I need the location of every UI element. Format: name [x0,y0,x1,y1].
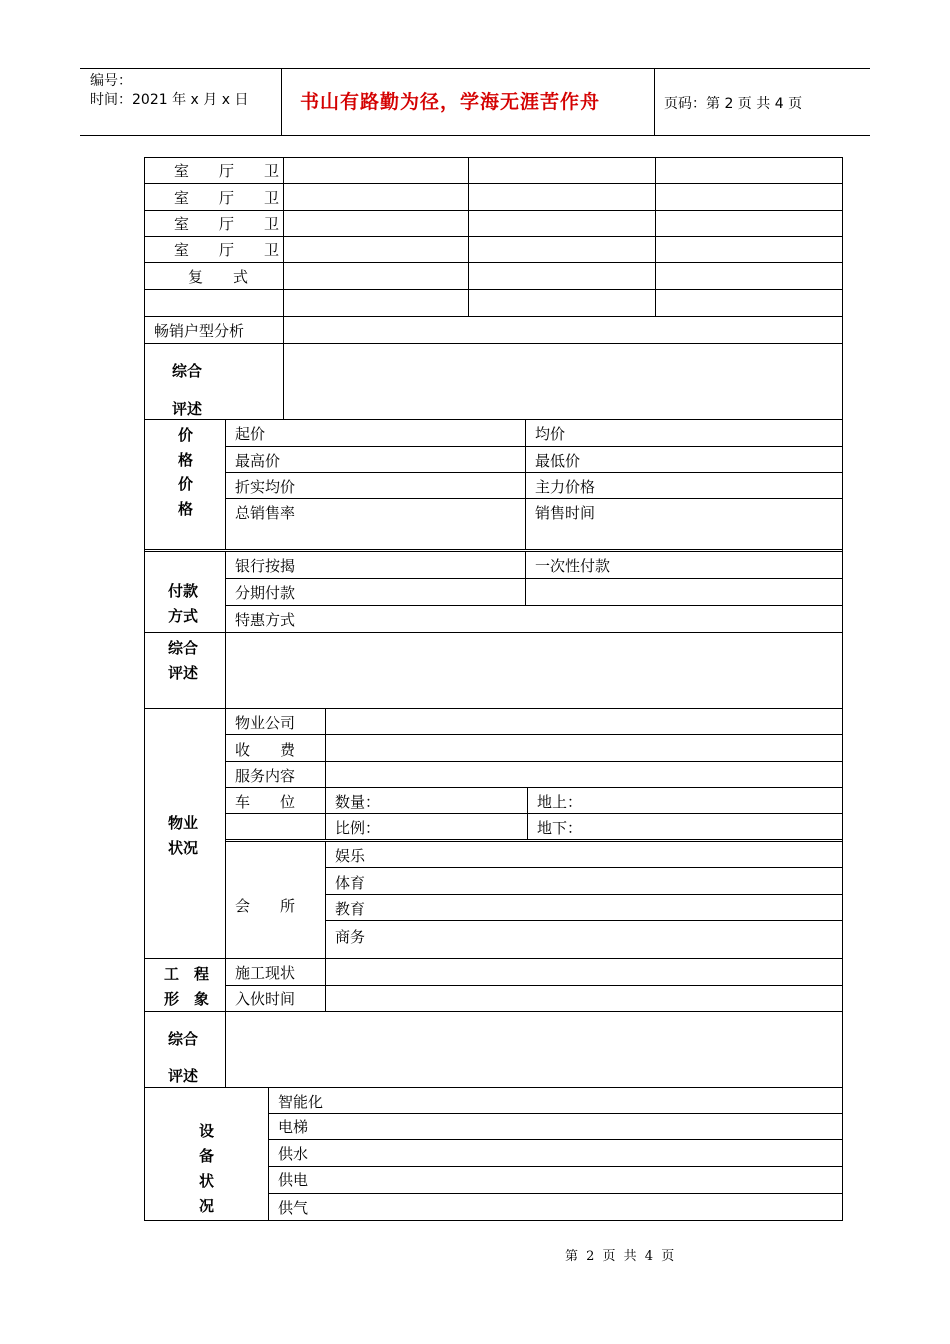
price-section-char: 格 [178,451,194,469]
room-row-label: 室 厅 卫 [174,162,280,180]
summary-label-2: 评述 [172,400,203,418]
price-lowest-label: 最低价 [535,452,581,470]
payment-installment-label: 分期付款 [235,584,296,602]
parking-above-label: 地上： [537,793,583,811]
engineering-section-label: 工 程 [164,965,210,983]
equipment-item-label: 供水 [278,1145,309,1163]
property-fee-label: 收 费 [235,741,296,759]
engineering-section-label: 形 象 [164,990,210,1008]
payment-section-label: 付款 [168,582,199,600]
row-line [144,183,843,184]
col-line [225,419,226,550]
header-code-label: 编号： [90,73,132,89]
col-line [225,958,226,1088]
col-line [225,708,226,959]
col-line [325,708,326,839]
row-line [268,1139,843,1140]
row-line [144,316,843,317]
row-line [144,632,843,633]
row-line [268,1166,843,1167]
row-line [144,289,843,290]
row-line [144,549,843,550]
property-parking-label: 车 位 [235,793,296,811]
price-sales-rate-label: 总销售率 [235,504,296,522]
equipment-item-label: 供气 [278,1199,309,1217]
row-line [268,1193,843,1194]
equipment-item-label: 供电 [278,1171,309,1189]
engineering-move-in-label: 入伙时间 [235,990,296,1008]
summary-label-1: 综合 [168,639,199,657]
room-row-label: 室 厅 卫 [174,215,280,233]
col-line [268,1087,269,1221]
summary-label-2: 评述 [168,664,199,682]
col-line [225,551,226,708]
price-discount-avg-label: 折实均价 [235,478,296,496]
row-line [144,1087,843,1088]
header-bottom-line [80,135,870,136]
room-row-label: 室 厅 卫 [174,241,280,259]
row-line [225,985,843,986]
room-row-label: 复 式 [188,268,249,286]
equipment-item-label: 电梯 [278,1118,309,1136]
price-start-label: 起价 [235,425,266,443]
summary-label-2: 评述 [168,1067,199,1085]
summary-label-1: 综合 [168,1030,199,1048]
equipment-item-label: 智能化 [278,1093,324,1111]
room-row-label: 室 厅 卫 [174,189,280,207]
header-divider-left [281,68,282,136]
row-line [144,958,843,959]
header-page-info: 页码：第 2 页 共 4 页 [664,96,803,112]
col-line [283,157,284,317]
equipment-section-char: 状 [199,1172,215,1190]
col-line [525,419,526,550]
row-line [225,839,843,840]
row-line [325,894,843,895]
header-time-label: 时间：2021 年 x 月 x 日 [90,92,249,108]
club-business-label: 商务 [335,928,366,946]
parking-below-label: 地下： [537,819,583,837]
row-line [144,343,843,344]
row-line [225,446,843,447]
equipment-section-char: 设 [199,1122,215,1140]
row-line [325,920,843,921]
club-education-label: 教育 [335,900,366,918]
row-line [225,761,843,762]
property-section-label: 物业 [168,814,199,832]
property-club-label: 会 所 [235,897,296,915]
row-line [225,498,843,499]
col-line [655,157,656,317]
equipment-section-char: 况 [199,1197,215,1215]
price-section-char: 格 [178,500,194,518]
club-entertainment-label: 娱乐 [335,847,366,865]
table-bottom-border [144,1220,843,1221]
header-top-line [80,68,870,69]
header-slogan: 书山有路勤为径，学海无涯苦作舟 [300,91,601,113]
summary-label-1: 综合 [172,362,203,380]
price-main-label: 主力价格 [535,478,596,496]
price-section-char: 价 [178,426,194,444]
club-sports-label: 体育 [335,874,366,892]
row-line [144,236,843,237]
col-line [283,316,284,420]
row-line [325,867,843,868]
payment-special-label: 特惠方式 [235,611,296,629]
best-selling-label: 畅销户型分析 [154,322,245,340]
row-line [268,1113,843,1114]
header-divider-right [654,68,655,136]
row-line [144,708,843,709]
property-company-label: 物业公司 [235,714,296,732]
row-line [144,157,843,158]
row-line [144,1011,843,1012]
row-line [144,551,843,552]
row-line [225,787,843,788]
row-line [144,262,843,263]
row-line [225,813,843,814]
payment-one-time-label: 一次性付款 [535,557,611,575]
engineering-status-label: 施工现状 [235,964,296,982]
property-section-label: 状况 [168,839,199,857]
row-line [144,210,843,211]
row-line [225,605,843,606]
price-highest-label: 最高价 [235,452,281,470]
price-sales-time-label: 销售时间 [535,504,596,522]
payment-section-label: 方式 [168,607,199,625]
row-line [225,472,843,473]
equipment-section-char: 备 [199,1147,215,1165]
property-service-label: 服务内容 [235,767,296,785]
col-line [468,157,469,317]
row-line [225,734,843,735]
parking-ratio-label: 比例： [335,819,381,837]
row-line [144,419,843,420]
parking-quantity-label: 数量： [335,793,381,811]
page-footer: 第 2 页 共 4 页 [565,1249,677,1264]
col-line [325,841,326,959]
row-line [225,841,843,842]
payment-mortgage-label: 银行按揭 [235,557,296,575]
row-line [225,578,843,579]
price-avg-label: 均价 [535,425,566,443]
price-section-char: 价 [178,475,194,493]
